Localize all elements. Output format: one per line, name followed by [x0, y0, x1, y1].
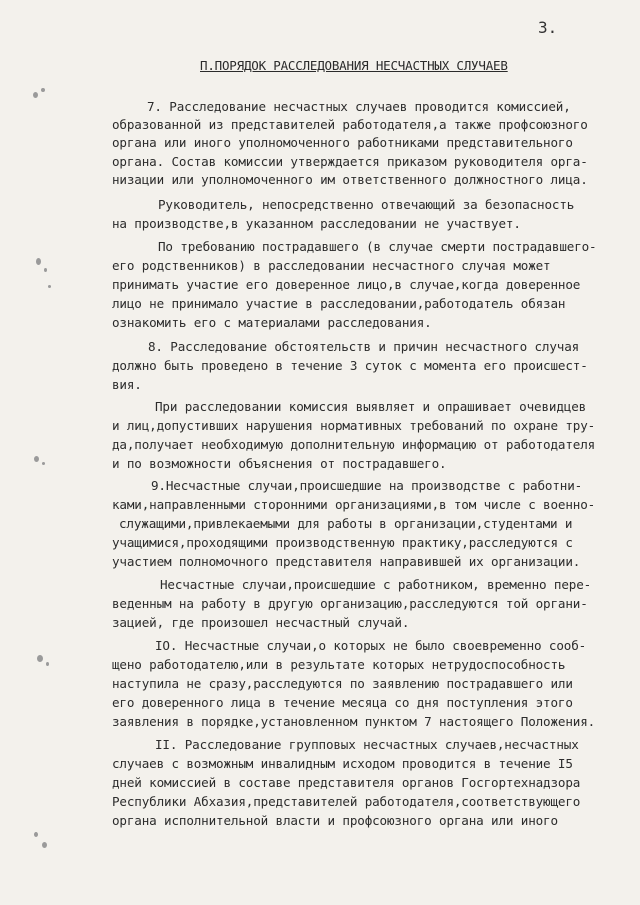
punch-mark [46, 662, 49, 666]
text-line: органа. Состав комиссии утверждается приказом руководителя орга- [112, 154, 588, 169]
text-line: образованной из представителей работодателя,а также профсоюзного [112, 117, 588, 132]
text-line: учащимися,проходящими производственную практику,расследуются с [112, 535, 573, 550]
punch-mark [34, 832, 38, 837]
text-line: II. Расследование групповых несчастных случаев,несчастных [155, 737, 579, 752]
text-line: служащими,привлекаемыми для работы в организации,студентами и [119, 516, 573, 531]
punch-mark [33, 92, 38, 98]
text-line: и лиц,допустивших нарушения нормативных требований по охране тру- [112, 418, 596, 433]
punch-mark [34, 456, 39, 462]
text-line: Руководитель, непосредственно отвечающий за безопасность [158, 197, 575, 212]
text-line: 7. Расследование несчастных случаев проводится комиссией, [147, 99, 571, 114]
page-number: 3. [538, 18, 558, 37]
punch-mark [41, 88, 45, 92]
text-line: IO. Несчастные случаи,о которых не было своевременно сооб- [155, 638, 587, 653]
punch-mark [42, 462, 45, 465]
text-line: заявления в порядке,установленном пунктом 7 настоящего Положения. [112, 714, 596, 729]
text-line: да,получает необходимую дополнительную информацию от работодателя [112, 437, 596, 452]
text-line: дней комиссией в составе представителя органов Госгортехнадзора [112, 775, 581, 790]
text-line: его родственников) в расследовании несчастного случая может [112, 258, 551, 273]
text-line: Несчастные случаи,происшедшие с работником, временно пере- [160, 577, 592, 592]
text-line: 8. Расследование обстоятельств и причин несчастного случая [148, 339, 580, 354]
punch-mark [36, 258, 41, 265]
punch-mark [42, 842, 47, 848]
text-line: щено работодателю,или в результате которых нетрудоспособность [112, 657, 566, 672]
text-line: По требованию пострадавшего (в случае смерти пострадавшего- [158, 239, 597, 254]
punch-mark [48, 285, 51, 288]
text-line: органа или иного уполномоченного работниками представительного [112, 135, 573, 150]
text-line: Республики Абхазия,представителей работодателя,соответствующего [112, 794, 581, 809]
text-line: низации или уполномоченного им ответственного должностного лица. [112, 172, 588, 187]
text-line: органа исполнительной власти и профсоюзного органа или иного [112, 813, 558, 828]
text-line: При расследовании комиссия выявляет и опрашивает очевидцев [155, 399, 587, 414]
punch-mark [44, 268, 47, 272]
text-line: ознакомить его с материалами расследования. [112, 315, 432, 330]
text-line: участием полномочного представителя направившей их организации. [112, 554, 581, 569]
text-line: веденным на работу в другую организацию,расследуются той органи- [112, 596, 588, 611]
text-line: должно быть проведено в течение 3 суток с момента его происшест- [112, 358, 588, 373]
text-line: принимать участие его доверенное лицо,в случае,когда доверенное [112, 277, 581, 292]
text-line: вия. [112, 377, 142, 392]
section-title: П.ПОРЯДОК РАССЛЕДОВАНИЯ НЕСЧАСТНЫХ СЛУЧАЕВ [200, 58, 508, 73]
text-line: 9.Несчастные случаи,происшедшие на производстве с работни- [151, 478, 583, 493]
text-line: на производстве,в указанном расследовании не участвует. [112, 216, 521, 231]
text-line: и по возможности объяснения от пострадавшего. [112, 456, 447, 471]
text-line: ками,направленными сторонними организациями,в том числе с военно- [112, 497, 596, 512]
punch-mark [37, 655, 43, 662]
text-line: лицо не принимало участие в расследовании,работодатель обязан [112, 296, 566, 311]
text-line: зацией, где произошел несчастный случай. [112, 615, 410, 630]
text-line: его доверенного лица в течение месяца со дня поступления этого [112, 695, 573, 710]
text-line: случаев с возможным инвалидным исходом проводится в течение I5 [112, 756, 573, 771]
text-line: наступила не сразу,расследуются по заявлению пострадавшего или [112, 676, 573, 691]
